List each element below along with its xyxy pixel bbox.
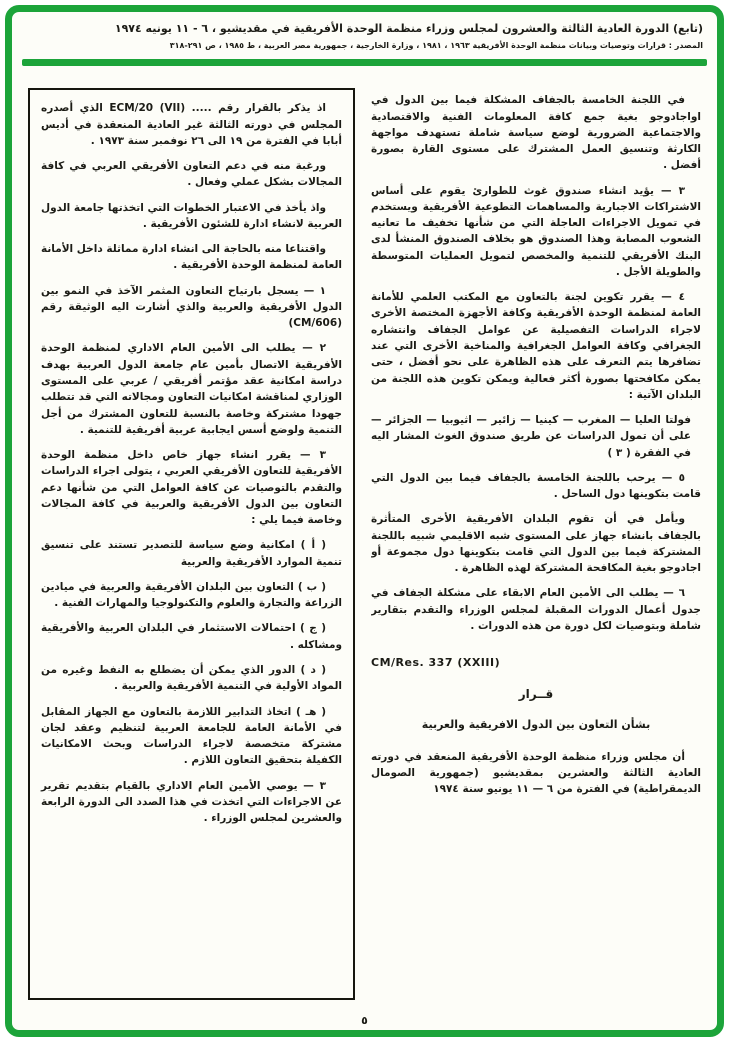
paragraph: أن مجلس وزراء منظمة الوحدة الأفريقية المنعقد في دورته العادية الثالثة والعشرين بمقديشيو (جمهورية الصومال الديمقراطية) في الفترة من ٦ — ١١ يونيو سنة ١٩٧٤ [371,750,701,796]
header-title-line: (تابع) الدورة العادية الثالثة والعشرون لمجلس وزراء منظمة الوحدة الأفريقية في مقديشيو ، ٦ - ١١ يونيه ١٩٧٤ [114,22,703,35]
paragraph: ٣ — يقرر انشاء جهاز خاص داخل منظمة الوحدة الأفريقية للتعاون الأفريقي العربي ، يتولى اجراء الدراسات والتقدم بالتوصيات عن كافة العوامل التي من شأنها دعم التعاون بين الدول الأفريقية والعربية في كافة المجالات وخاصة فيما يلي : [41,449,342,527]
two-column-content [28,88,701,1000]
paragraph: واذ يأخذ في الاعتبار الخطوات التي اتخذتها جامعة الدول العربية لانشاء ادارة للشئون الأفريقية . [41,201,342,230]
paragraph: ( ج ) احتمالات الاستثمار في البلدان العربية والأفريقية ومشاكله . [41,622,342,651]
left-text-column-boxed [28,88,355,1000]
paragraph: CM/Res. 337 (XXIII) [371,656,501,670]
document-header [12,12,717,52]
paragraph: ( ب ) التعاون بين البلدان الأفريقية والعربية في ميادين الزراعة والتجارة والعلوم والتكنولوجيا والمهارات الفنية . [41,580,342,610]
paragraph: ٢ — يطلب الى الأمين العام الاداري لمنظمة الوحدة الأفريقية الاتصال بأمين عام جامعة الدول العربية بهدف دراسة امكانية عقد مؤتمر أفريقي / عربي على المستوى الوزاري لمناقشة امكانيات التعاون ومجالاته التي قد تتطلب جهودا مشتركة وخاصة بالنسبة للتعاون المشترك من أجل التنمية ولوضع أسس ايجابية عربية أفريقية للتنمية . [41,342,342,436]
header-source-line: المصدر : قرارات وتوصيات وبيانات منظمة الوحدة الأفريقية ١٩٦٣ ، ١٩٨١ ، وزارة الخارجية ، جمهورية مصر العربية ، ط ١٩٨٥ ، ص ٢٩١-٣١٨ [169,40,703,50]
paragraph: قــرار [518,687,554,702]
paragraph: ٤ — يقرر تكوين لجنة بالتعاون مع المكتب العلمي للأمانة العامة لمنظمة الوحدة الأفريقية وكافة الأجهزة المختصة الأخرى لاجراء الدراسات التفصيلية عن عوامل الجفاف وانتشاره الجغرافي وكافة العوامل الجغرافية والمناخية الأخرى التي عند تضافرها يتم التعرف على هذه الظاهرة على نحو أفضل ، حتى يمكن مكافحتها بصورة أكثر فعالية ويمكن تكوين هذه اللجنة من البلدان الآتية : [371,291,701,401]
paragraph: اذ يذكر بالقرار رقم ..... (ECM/20 (VII الذي أصدره المجلس في دورته الثالثة غير العادية المنعقدة في أديس أبابا في الفترة من ١٩ الى ٢٦ نوفمبر سنة ١٩٧٣ . [41,102,342,147]
paragraph: ويأمل في أن تقوم البلدان الأفريقية الأخرى المتأثرة بالجفاف بانشاء جهاز على المستوى شبه الاقليمي شبيه باللجنة المشتركة فيما بين الدول التي قامت بتكوينها دول مجموعة أو اجادوجو بغية المكافحة المشتركة لهذه الظاهرة . [371,513,701,575]
page-number: ٥ [361,1014,368,1027]
paragraph: ٣ — يوصي الأمين العام الاداري بالقيام بتقديم تقرير عن الاجراءات التي اتخذت في هذا الصدد الى الدورة الرابعة والعشرين لمجلس الوزراء . [41,779,342,825]
paragraph: ٦ — يطلب الى الأمين العام الابقاء على مشكلة الجفاف في جدول أعمال الدورات المقبلة لمجلس الوزراء والتقدم بتقارير شاملة وبتوصيات لكل دورة من هذه الدورات . [371,587,701,632]
paragraph: بشأن التعاون بين الدول الافريقية والعربية [421,717,651,731]
paragraph: ( أ ) امكانية وضع سياسة للتصدير تستند على تنسيق تنمية الموارد الأفريقية والعربية [41,539,342,568]
paragraph: في اللجنة الخامسة بالجفاف المشكلة فيما بين الدول في اواجادوجو بغية جمع كافة المعلومات الفنية والاقتصادية والاجتماعية الضرورية لوضع سياسة شاملة تستهدف مواجهة الكارثة وتنسيق العمل المشترك على مستوى القارة بصورة أفضل . [371,94,701,172]
paragraph: واقتناعا منه بالحاجة الى انشاء ادارة مماثلة داخل الأمانة العامة لمنظمة الوحدة الأفريقية . [40,243,342,272]
right-text-column [371,88,701,1000]
paragraph: فولتا العليا — المغرب — كينيا — زائير — اثيوبيا — الجزائر — على أن تمول الدراسات عن طريق صندوق الغوث المشار اليه في الفقرة ( ٣ ) [371,414,691,459]
page-green-frame [5,5,724,1037]
paragraph: ٥ — يرحب باللجنة الخامسة بالجفاف فيما بين الدول التي قامت بتكوينها دول الساحل . [371,471,701,501]
paragraph: ١ — يسجل بارتياح التعاون المثمر الآخذ في النمو بين الدول الأفريقية والعربية والذي أشارت اليه الوثيقة رقم (CM/606) [41,284,342,330]
green-divider-rule [22,59,707,66]
paragraph: ( د ) الدور الذي يمكن أن يضطلع به النفط وغيره من المواد الأولية في التنمية الأفريقية والعربية . [41,664,342,693]
paragraph: ٣ — يؤيد انشاء صندوق غوث للطوارئ يقوم على أساس الاشتراكات الاجبارية والمساهمات التطوعية الأفريقية ويستخدم في تمويل الاجراءات العاجلة التي من شأنها تخفيف ما تعانيه الشعوب المصابة وهذا الصندوق هو بخلاف الصندوق المنشأ لدى البنك الأفريقي للتنمية والمخصص لتمويل العمليات المتوسطة والطويلة الأجل . [371,184,701,278]
paragraph: ( هـ ) اتخاذ التدابير اللازمة بالتعاون مع الجهاز المقابل في الأمانة العامة للجامعة العربية لتنظيم وعقد لجان مشتركة متخصصة لاجراء الدراسات وبحث الامكانيات الكفيلة بتحقيق التعاون اللازم . [41,705,342,767]
paragraph: ورغبة منه في دعم التعاون الأفريقي العربي في كافة المجالات بشكل عملي وفعال . [41,160,342,189]
